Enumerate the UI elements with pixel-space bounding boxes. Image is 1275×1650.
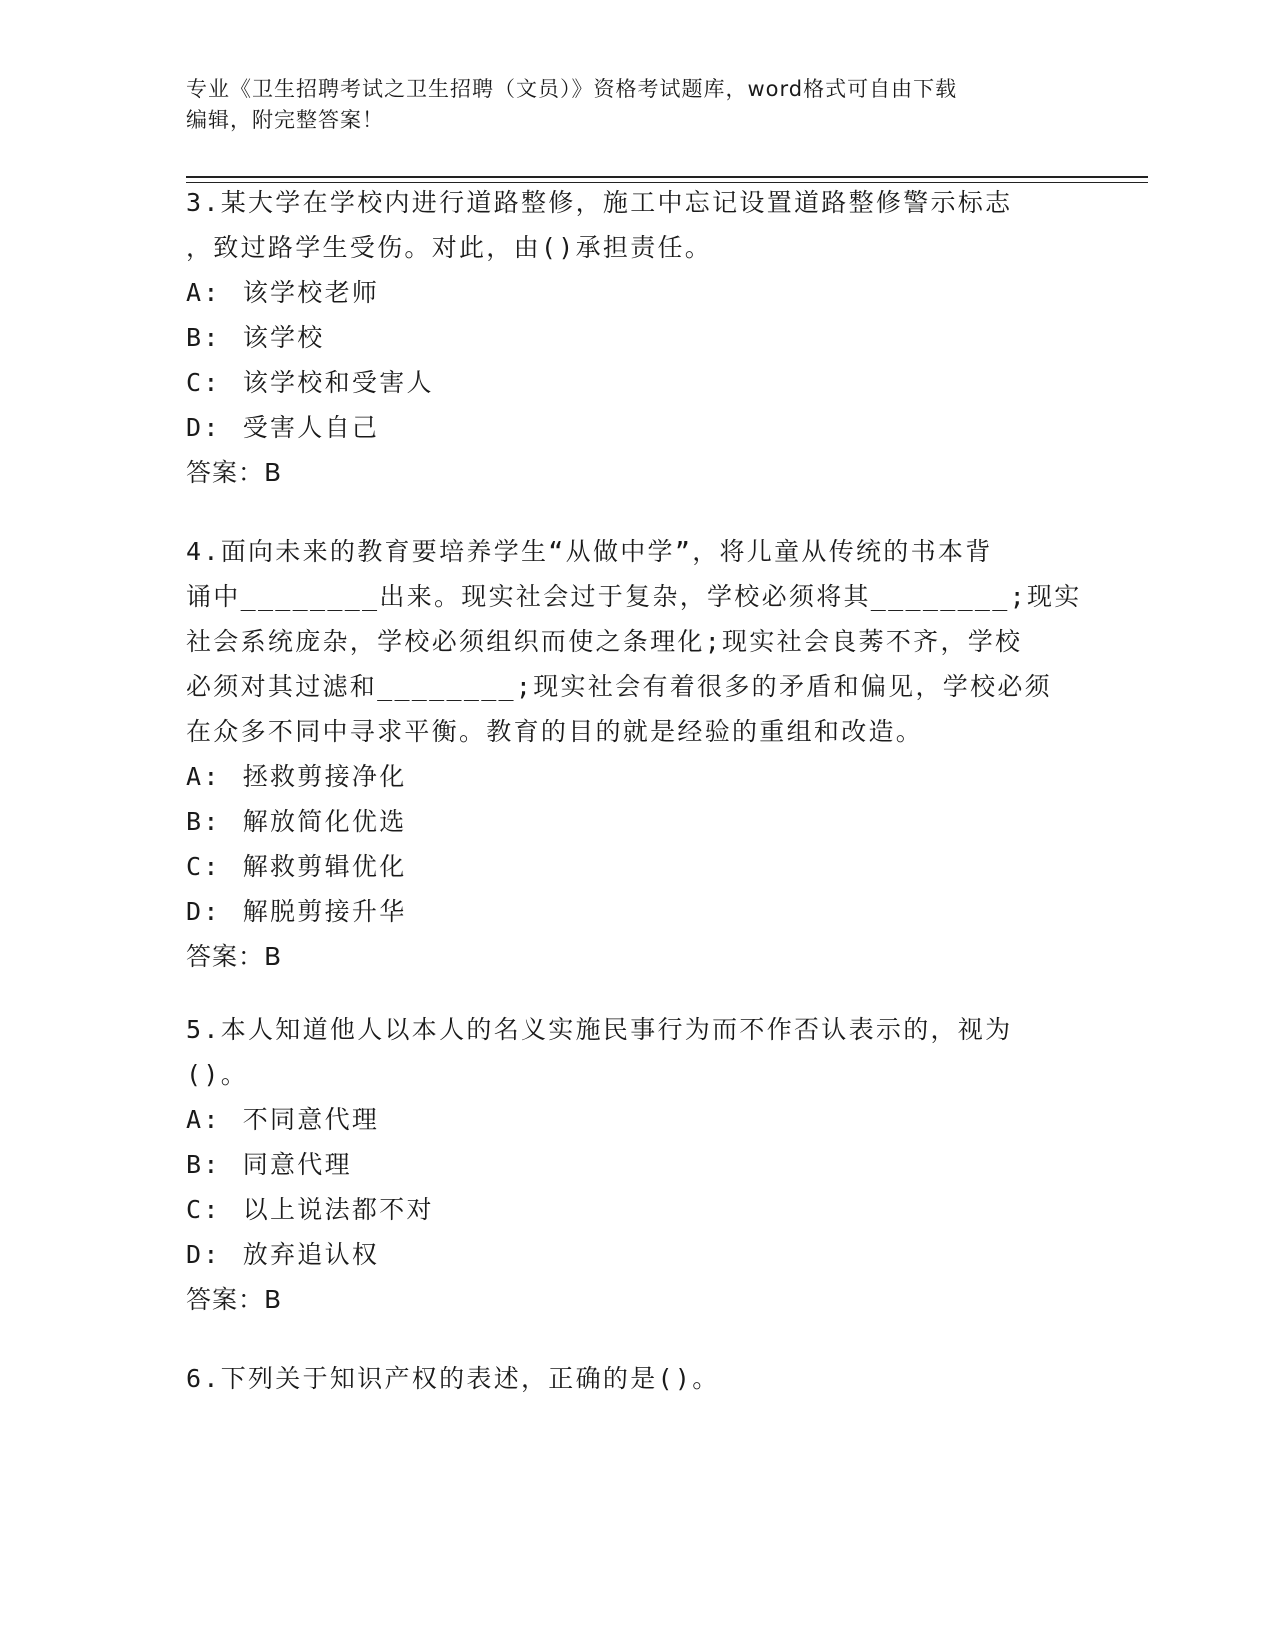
question-line: 社会系统庞杂，学校必须组织而使之条理化;现实社会良莠不齐，学校: [186, 627, 1023, 656]
option-a: [186, 754, 1086, 799]
question-text: [186, 1007, 1086, 1097]
option-letter: C:: [186, 368, 221, 397]
option-b: [186, 799, 1086, 844]
question-4: [186, 529, 1086, 979]
option-text: 拯救剪接净化: [242, 762, 407, 791]
option-c: [186, 844, 1086, 889]
question-6: [186, 1356, 1086, 1401]
option-letter: C:: [186, 852, 221, 881]
header-line-2: 编辑，附完整答案！: [186, 108, 384, 132]
option-letter: A:: [186, 278, 221, 307]
header-line-1: 专业《卫生招聘考试之卫生招聘（文员）》资格考试题库，word格式可自由下载: [186, 77, 958, 101]
option-text: 该学校老师: [242, 278, 380, 307]
option-text: 受害人自己: [242, 413, 380, 442]
option-letter: A:: [186, 1105, 221, 1134]
option-letter: C:: [186, 1195, 221, 1224]
answer-label: 答案：B: [186, 1285, 283, 1314]
option-text: 同意代理: [242, 1150, 352, 1179]
option-d: [186, 889, 1086, 934]
option-text: 解放简化优选: [242, 807, 407, 836]
option-letter: D:: [186, 413, 221, 442]
option-a: [186, 1097, 1086, 1142]
document-header: [186, 74, 1066, 136]
question-line: 3.某大学在学校内进行道路整修，施工中忘记设置道路整修警示标志: [186, 188, 1013, 217]
option-text: 不同意代理: [242, 1105, 380, 1134]
option-d: [186, 1232, 1086, 1277]
question-3: [186, 180, 1086, 495]
header-divider-thick: [186, 176, 1148, 178]
question-text: [186, 180, 1086, 270]
option-text: 该学校和受害人: [242, 368, 434, 397]
option-text: 解救剪辑优化: [242, 852, 407, 881]
option-text: 解脱剪接升华: [242, 897, 407, 926]
question-line: 6.下列关于知识产权的表述，正确的是()。: [186, 1364, 720, 1393]
question-line: 4.面向未来的教育要培养学生“从做中学”，将儿童从传统的书本背: [186, 537, 993, 566]
option-letter: D:: [186, 1240, 221, 1269]
option-b: [186, 315, 1086, 360]
option-c: [186, 1187, 1086, 1232]
option-text: 该学校: [242, 323, 325, 352]
option-letter: D:: [186, 897, 221, 926]
answer-label: 答案：B: [186, 458, 283, 487]
option-text: 以上说法都不对: [242, 1195, 434, 1224]
question-line: ()。: [186, 1060, 249, 1089]
question-5: [186, 1007, 1086, 1322]
option-letter: B:: [186, 1150, 221, 1179]
option-d: [186, 405, 1086, 450]
answer-label: 答案：B: [186, 942, 283, 971]
question-line: ，致过路学生受伤。对此，由()承担责任。: [186, 233, 713, 262]
question-text: [186, 1356, 1086, 1401]
option-c: [186, 360, 1086, 405]
option-text: 放弃追认权: [242, 1240, 380, 1269]
question-text: [186, 529, 1086, 754]
option-letter: B:: [186, 323, 221, 352]
question-line: 5.本人知道他人以本人的名义实施民事行为而不作否认表示的，视为: [186, 1015, 1013, 1044]
question-line: 诵中________出来。现实社会过于复杂，学校必须将其________;现实: [186, 582, 1082, 611]
option-letter: A:: [186, 762, 221, 791]
question-line: 必须对其过滤和________;现实社会有着很多的矛盾和偏见，学校必须: [186, 672, 1052, 701]
option-a: [186, 270, 1086, 315]
option-letter: B:: [186, 807, 221, 836]
question-line: 在众多不同中寻求平衡。教育的目的就是经验的重组和改造。: [186, 717, 924, 746]
option-b: [186, 1142, 1086, 1187]
